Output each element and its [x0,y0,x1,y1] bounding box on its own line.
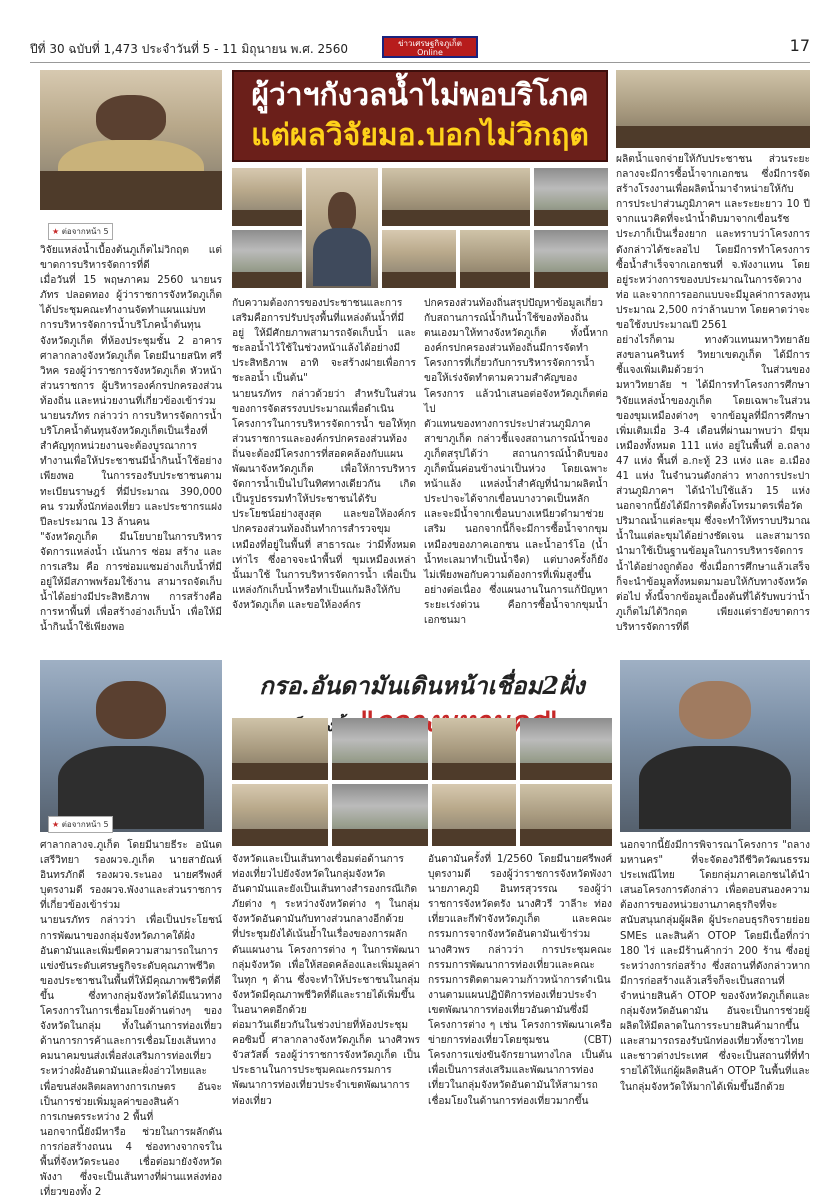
meeting-photo-14 [332,784,428,846]
story1-headline-line1: ผู้ว่าฯกังวลน้ำไม่พอบริโภค [251,78,589,113]
meeting-photo-11 [432,718,516,780]
continued-text-2: ต่อจากหน้า 5 [61,820,109,829]
continued-label-1: ★ ต่อจากหน้า 5 [48,223,113,240]
story1-column-1: วิจัยแหล่งน้ำเบื้องต้นภูเก็ตไม่วิกฤต แต่ขาดการบริหารจัดการที่ดี เมื่อวันที่ 15 พฤษภาคม 2560 นายนรภัทร ปลอดทอง ผู้ว่าราชการจังหวัดภูเก็ต ได้ประชุมคณะทำงานจัดทำแผนแม่บท การบริหารจัดการน้ำบริโภคน้ำต้นทุนจังหวัดภูเก็ต ที่ห้องประชุมชั้น 2 อาคารศาลากลางจังหวัดภูเก็ต โดยมีนายสนิท ศรีวิหค รองผู้ว่าราชการจังหวัดภูเก็ต หัวหน้าส่วนราชการ ผู้บริหารองค์กรปกครองส่วนท้องถิ่น และหน่วยงานที่เกี่ยวข้องเข้าร่วม นายนรภัทร กล่าวว่า การบริหารจัดการน้ำบริโภคน้ำต้นทุนจังหวัดภูเก็ตเป็นเรื่องที่สำคัญทุกหน่วยงานจะต้องบูรณาการทำงานเพื่อให้ประชาชนมีน้ำกินน้ำใช้อย่างเพียงพอ ในการรองรับประชาชนตามทะเบียนราษฎร์ ที่มีประมาณ 390,000 คน รวมทั้งนักท่องเที่ยว และประชากรแฝงปีละประมาณ 13 ล้านคน "จังหวัดภูเก็ต มีนโยบายในการบริหารจัดการแหล่งน้ำ เน้นการ ซ่อม สร้าง และการเสริม คือ การซ่อมแซมอ่างเก็บน้ำที่มีอยู่ให้มีสภาพพร้อมใช้งาน สามารถจัดเก็บน้ำได้อย่างมีประสิทธิภาพ การสร้างคือ การหาพื้นที่ เพื่อสร้างอ่างเก็บน้ำ เพื่อให้มีน้ำกินน้ำใช้เพียงพอ [40,245,222,634]
meeting-photo-15 [432,784,516,846]
story2-column-2: จังหวัดและเป็นเส้นทางเชื่อมต่อด้านการท่องเที่ยวไปยังจังหวัดในกลุ่มจังหวัดอันดามันและยังเป็นเส้นทางสำรองกรณีเกิดภัยต่าง ๆ ระหว่างจังหวัดต่าง ๆ ในกลุ่มจังหวัดอันดามันกับทางส่วนกลางอีกด้วย ที่ประชุมยังได้เน้นย้ำในเรื่องของการผลักดันแผนงาน โครงการต่าง ๆ ในการพัฒนากลุ่มจังหวัด เพื่อให้สอดคล้องและเพิ่มมูลค่าในทุก ๆ ด้าน ซึ่งจะทำให้ประชาชนในกลุ่มจังหวัดมีคุณภาพชีวิตที่ดีและรายได้เพิ่มขึ้นในอนาคตอีกด้วย ต่อมาวันเดียวกันในช่วงบ่ายที่ห้องประชุมคอซิมบี้ ศาลากลางจังหวัดภูเก็ต นางศิวพร จัวสวัสดิ์ รองผู้ว่าราชการจังหวัดภูเก็ต เป็นประธานในการประชุมคณะกรรมการพัฒนาการท่องเที่ยวประจำเขตพัฒนาการท่องเที่ยว [232,854,420,1107]
story1-headline-line2: แต่ผลวิจัยมอ.บอกไม่วิกฤต [251,118,589,153]
meeting-photo-4 [382,168,530,226]
meeting-photo-8 [534,230,608,288]
meeting-photo-6 [382,230,456,288]
issue-line: ปีที่ 30 ฉบับที่ 1,473 ประจำวันที่ 5 - 11 มิถุนายน พ.ศ. 2560 [30,42,349,56]
story1-column-3: ปกครองส่วนท้องถิ่นสรุปปัญหาข้อมูลเกี่ยวกับสถานการณ์น้ำกินน้ำใช้ของท้องถิ่นตนเองมาให้ทางจังหวัดภูเก็ต ทั้งนี้หากองค์กรปกครองส่วนท้องถิ่นมีการจัดทำโครงการที่เกี่ยวกับการบริหารจัดการน้ำ ขอให้เร่งจัดทำตามความสำคัญของโครงการ แล้วนำเสนอต่อจังหวัดภูเก็ตต่อไป ตัวแทนของทางการประปาส่วนภูมิภาค สาขาภูเก็ต กล่าวชี้แจงสถานการณ์น้ำของภูเก็ตสรุปได้ว่า สถานการณ์น้ำดิบของภูเก็ตนั้นค่อนข้างน่าเป็นห่วง โดยเฉพาะหน้าแล้ง แหล่งน้ำสำคัญที่นำมาผลิตน้ำประปาจะได้จากเขื่อนบางวาดเป็นหลัก และจะมีน้ำจากเขื่อนบางเหนียวดำมาช่วยเสริม นอกจากนี้ก็จะมีการซื้อน้ำจากขุมเหมืองของภาคเอกชน และน้ำอาร์โอ (น้ำน้ำทะเลมาทำเป็นน้ำจืด) แต่บางครั้งก็ยังไม่เพียงพอกับความต้องการที่เพิ่มสูงขึ้นอย่างต่อเนื่อง ซึ่งแผนงานในการแก้ปัญหาระยะเร่งด่วน คือการซื้อน้ำจากขุมน้ำเอกชนมา [424,298,608,626]
meeting-photo-5 [534,168,608,226]
official-portrait-photo [620,660,810,832]
meeting-room-photo [616,70,810,148]
continued-text-1: ต่อจากหน้า 5 [61,227,109,236]
meeting-photo-1 [232,168,302,226]
header-rule [30,62,810,63]
meeting-photo-2 [232,230,302,288]
meeting-photo-7 [460,230,530,288]
meeting-photo-9 [232,718,328,780]
story1-column-4: ผลิตน้ำแจกจ่ายให้กับประชาชน ส่วนระยะกลางจะมีการซื้อน้ำจากเอกชน ซึ่งมีการจัดสร้างโรงงานเพื่อผลิตน้ำมาจำหน่ายให้กับการประปาส่วนภูมิภาคฯ และระยะยาว 10 ปี จากแนวคิดที่จะนำน้ำดิบมาจากเขื่อนรัชประภาก็เป็นเรื่องยาก และทราบว่าโครงการดังกล่าวได้ชะลอไป โดยมีการทำโครงการซื้อน้ำสำเร็จจากเอกชนที่ จ.พังงาแทน โดยอยู่ระหว่างการของบประมาณในการจัดวางท่อ และจากการออกแบบจะมีมูลค่าการลงทุนประมาณ 2,500 กว่าล้านบาท โดยคาดว่าจะขอใช้งบประมาณปี 2561 อย่างไรก็ตาม ทางตัวแทนมหาวิทยาลัยสงขลานครินทร์ วิทยาเขตภูเก็ต ได้มีการชี้แจงเพิ่มเติมด้วยว่า ในส่วนของมหาวิทยาลัย ฯ ได้มีการทำโครงการศึกษาวิจัยแหล่งน้ำของภูเก็ต โดยเฉพาะในส่วนของขุมเหมืองต่างๆ จากข้อมูลที่มีการศึกษาเพิ่มเติมเมื่อ 3-4 เดือนที่ผ่านมาพบว่า มีขุมเหมืองทั้งหมด 111 แห่ง อยู่ในพื้นที่ อ.ถลาง 47 แห่ง พื้นที่ อ.กะทู้ 23 แห่ง และ อ.เมือง 41 แห่ง ในจำนวนดังกล่าว ทางการประปาส่วนภูมิภาคฯ ได้นำไปใช้แล้ว 15 แห่ง นอกจากนี้ยังได้มีการติดตั้งโทรมาตรเพื่อวัดปริมาณน้ำแต่ละขุม ซึ่งจะทำให้ทราบปริมาณน้ำในแต่ละขุมได้อย่างชัดเจน และสามารถนำมาใช้เป็นฐานข้อมูลในการบริหารจัดการน้ำได้อย่างถูกต้อง ซึ่งเมื่อการศึกษาแล้วเสร็จก็จะนำข้อมูลทั้งหมดมามอบให้กับทางจังหวัดต่อไป ทั้งนี้จากข้อมูลเบื้องต้นที่ได้รับพบว่าน้ำภูเก็ตไม่ได้วิกฤต เพียงแต่รายังขาดการบริหารจัดการที่ดี [616,154,810,633]
story1-headline-box [232,70,608,162]
meeting-photo-3 [306,168,378,288]
story2-column-1: ศาลากลางจ.ภูเก็ต โดยมีนายธีระ อนันตเสรีวิทยา รองผวจ.ภูเก็ต นายสายัณห์ อินทรภักดี รองผวจ.ระนอง นายศรีพงศ์ บุตรงามดี รองผวจ.พังงาและส่วนราชการที่เกี่ยวข้องเข้าร่วม นายนรภัทร กล่าวว่า เพื่อเป็นประโยชน์การพัฒนาของกลุ่มจังหวัดภาคใต้ฝั่งอันดามันและเพิ่มขีดความสามารถในการแข่งขันระดับเศรษฐกิจระดับคุณภาพชีวิตของประชาชนในพื้นที่ให้มีคุณภาพชีวิตที่ดีขึ้น ซึ่งทางกลุ่มจังหวัดได้มีแนวทางโครงการในการเชื่อมโยงด้านต่างๆ ของจังหวัดในกลุ่ม ทั้งในด้านการท่องเที่ยว ด้านการการค้าและการเชื่อมโยงเส้นทางคมนาคมขนส่งเพื่อส่งเสริมการท่องเที่ยวระหว่างฝั่งอันดามันและฝั่งอ่าวไทยและเพื่อขนส่งผลิตผลทางการเกษตร อันจะเป็นการช่วยเพิ่มมูลค่าของสินค้าการเกษตรระหว่าง 2 พื้นที่ นอกจากนี้ยังมีหารือ ช่วยในการผลักดันการก่อสร้างถนน 4 ช่องทางจากจรในพื้นที่จังหวัดระนอง เชื่อต่อมายังจังหวัดพังงา ซึ่งจะเป็นเส้นทางที่ผ่านแหล่งท่องเที่ยวของทั้ง 2 [40,840,222,1199]
meeting-photo-12 [520,718,612,780]
story2-column-4: นอกจากนี้ยังมีการพิจารณาโครงการ "ถลางมหานคร" ที่จะจัดองวิถีชีวิตวัฒนธรรมประเพณีไทย โดยกลุ่มภาคเอกชนได้นำเสนอโครงการดังกล่าว เพื่อตอบสนองความต้องการของหน่วยงานภาคธุรกิจที่จะสนับสนุนกลุ่มผู้ผลิต ผู้ประกอบธุรกิจรายย่อย SMEs และสินค้า OTOP โดยมีเนื้อที่กว่า 180 ไร่ และมีร้านค้ากว่า 200 ร้าน ซึ่งอยู่ระหว่างการก่อสร้าง ซึ่งสถานที่ดังกล่าวหากมีการก่อสร้างแล้วเสร็จก็จะเป็นสถานที่จำหน่ายสินค้า OTOP ของจังหวัดภูเก็ตและกลุ่มจังหวัดอันดามัน อันจะเป็นการช่วยผู้ผลิตให้มีตลาดในการระบายสินค้ามากขึ้น และสามารถรองรับนักท่องเที่ยวทั้งชาวไทยและชาวต่างประเทศ ซึ่งจะเป็นสถานที่ที่ทำรายได้ให้แก่ผู้ผลิตสินค้า OTOP ในพื้นที่และในกลุ่มจังหวัดให้มากได้เพิ่มขึ้นอีกด้วย [620,840,810,1093]
story2-headline-line1: กรอ.อันดามันเดินหน้าเชื่อม2ฝั่ง [259,671,585,700]
page-number: 17 [789,36,810,55]
governor-portrait-photo [40,70,222,210]
page-header [30,36,810,60]
story2-column-3: อันดามันครั้งที่ 1/2560 โดยมีนายศรีพงศ์ บุตรงามดี รองผู้ว่าราชการจังหวัดพังงา นายภาคภูมิ อินทรสุวรรณ รองผู้ว่าราชการจังหวัดตรัง นางศิวรี วาลีาะ ท่องเที่ยวและกีฬาจังหวัดภูเก็ต และคณะกรรมการจากจังหวัดอันดามันเข้าร่วม นางศิวพร กล่าวว่า การประชุมคณะกรรมการพัฒนาการท่องเที่ยวและคณะกรรมการติดตามความก้าวหน้าการดำเนินงานตามแผนปฏิบัติการท่องเที่ยวประจำเขตพัฒนาการท่องเที่ยวอันดามันซึ่งมีโครงการต่าง ๆ เช่น โครงการพัฒนาเครือข่ายการท่องเที่ยวโดยชุมชน (CBT) โครงการแข่งขันจักรยานทางไกล เป็นต้น เพื่อเป็นการส่งเสริมและพัฒนาการท่องเที่ยวในกลุ่มจังหวัดอันดามันให้สามารถเชื่อมโยงในด้านการท่องเที่ยวมากขึ้น [428,854,612,1107]
masthead-logo [382,36,478,58]
meeting-photo-10 [332,718,428,780]
masthead-text: ข่าวเศรษฐกิจภูเก็ต Online [398,39,462,57]
governor-portrait-photo-2 [40,660,222,832]
story1-column-2: กับความต้องการของประชาชนและการเสริมคือการปรับปรุงพื้นที่แหล่งต้นน้ำที่มีอยู่ ให้มีศักยภาพสามารถจัดเก็บน้ำ และชะลอน้ำไว้ใช้ในช่วงหน้าแล้งได้อย่างมีประสิทธิภาพ อาทิ จะสร้างฝายเพื่อการชะลอน้ำ เป็นต้น" นายนรภัทร กล่าวด้วยว่า สำหรับในส่วนของการจัดสรรงบประมาณเพื่อดำเนินโครงการในการบริหารจัดการน้ำ ขอให้ทุกส่วนราชการและองค์กรปกครองส่วนท้องถิ่นจะต้องมีโครงการที่สอดคล้องกับแผนพัฒนาจังหวัดภูเก็ต เพื่อให้การบริหารจัดการน้ำเป็นไปในทิศทางเดียวกัน เกิดเป็นรูปธรรมทำให้ประชาชนได้รับประโยชน์อย่างสูงสุด และขอให้องค์กรปกครองส่วนท้องถิ่นทำการสำรวจขุมเหมืองที่อยู่ในพื้นที่ สาธารณะ ว่ามีทั้งหมดเท่าไร ซึ่งอาจจะนำพื้นที่ ขุมเหมืองเหล่านั้นมาใช้ ในการบริหารจัดการน้ำ เพื่อเป็นแหล่งกักเก็บน้ำหรือทำเป็นแก้มลิงให้กับจังหวัดภูเก็ต และขอให้องค์กร [232,298,416,611]
continued-label-2: ★ ต่อจากหน้า 5 [48,816,113,833]
meeting-photo-16 [520,784,612,846]
meeting-photo-13 [232,784,328,846]
